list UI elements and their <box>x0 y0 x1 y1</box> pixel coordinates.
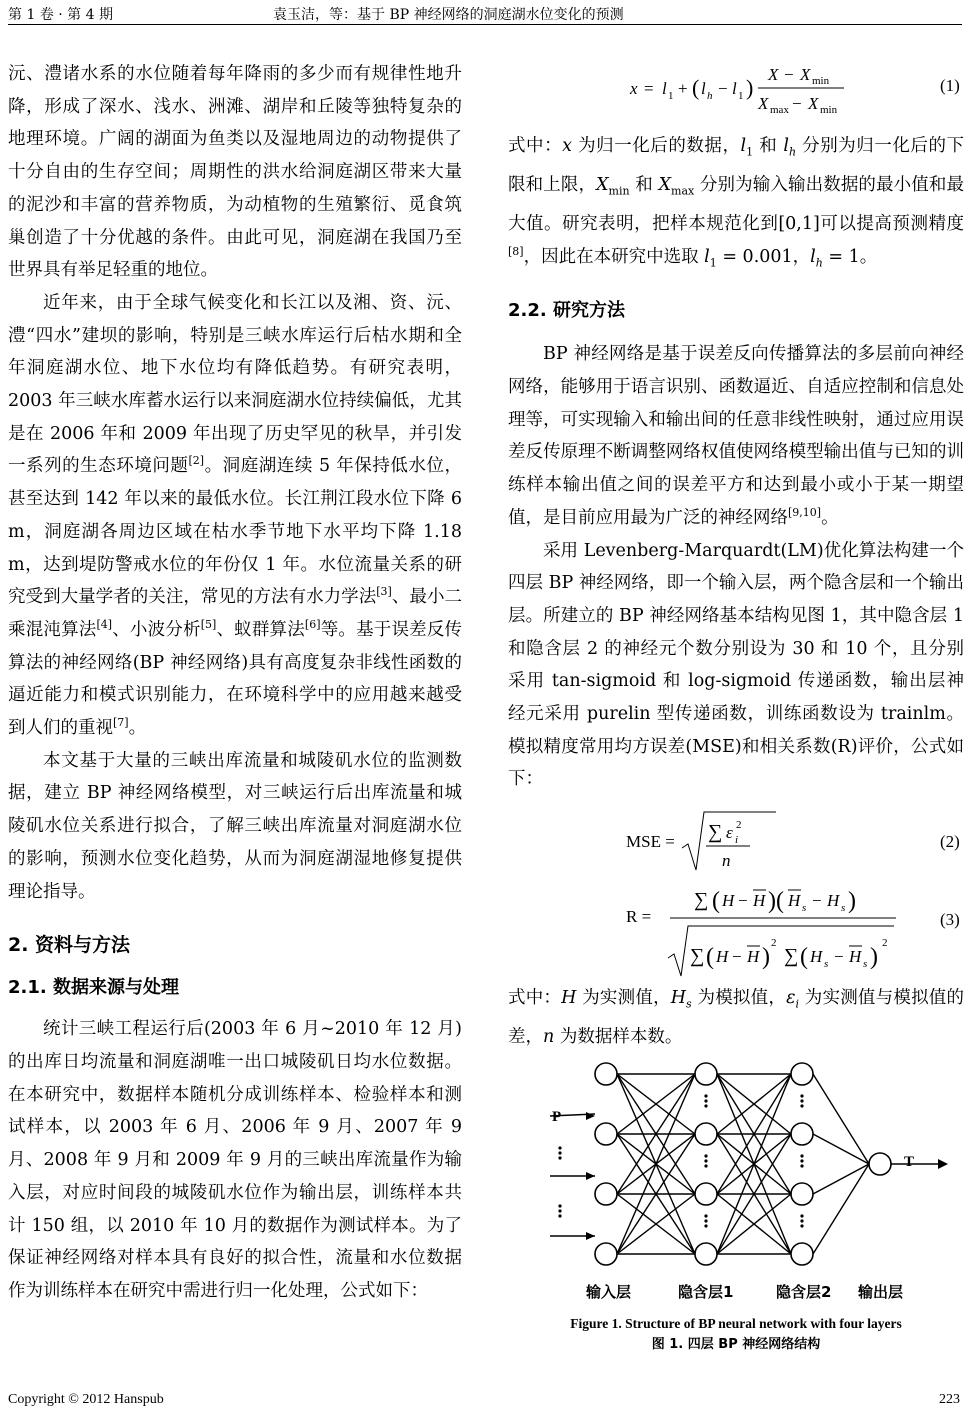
svg-text:max: max <box>770 104 789 116</box>
header-title: 袁玉洁，等：基于 BP 神经网络的洞庭湖水位变化的预测 <box>273 7 624 23</box>
arrow-head <box>938 1159 948 1169</box>
paragraph-1: 沅、澧诸水系的水位随着每年降雨的多少而有规律性地升降，形成了深水、浅水、洲滩、湖岸和丘陵等独特复杂的地理环境。广阔的湖面为鱼类以及湿地周边的动物提供了十分自由的生存空间；周期性的洪水给洞庭湖区带来大量的泥沙和丰富的营养物质，为动植物的生殖繁衍、觅食筑巢创造了十分优越的条件。由此可见，洞庭湖在我国乃至世界具有举足轻重的地位。 <box>8 64 462 281</box>
connection <box>813 1134 869 1164</box>
citation[interactable]: [9,10] <box>788 505 822 519</box>
svg-text:H: H <box>753 891 766 910</box>
paragraph-7: 采用 Levenberg-Marquardt(LM)优化算法构建一个四层 BP 神经网络，即一个输入层，两个隐含层和一个输出层。所建立的 BP 神经网络基本结构见图 1，其中隐含层 1 和隐含层 2 的神经元个数分别设为 30 和 10 个，且分别采用 tan-sigmoid 和 log-sigmoid 传递函数，输出层神经元采用 purelin 型传递函数，训练函数设为 trainlm。模拟精度常用均方误差(MSE)和相关系数(R)评价，公式如下： <box>508 540 964 790</box>
ellipsis-dot <box>704 1094 707 1097</box>
svg-text:=: = <box>644 79 654 98</box>
citation[interactable]: [8] <box>508 245 524 259</box>
ellipsis-dot <box>704 1224 707 1227</box>
equation-3-lhs: R = <box>626 907 652 926</box>
ellipsis-dot <box>704 1104 707 1107</box>
arrow-head <box>586 1172 595 1180</box>
svg-text:∑: ∑ <box>708 821 723 843</box>
paragraph-6: BP 神经网络是基于误差反向传播算法的多层前向神经网络，能够用于语言识别、函数逼近、自适应控制和信息处理等，可实现输入和输出间的任意非线性映射，通过应用误差反传原理不断调整网络权值使网络模型输出值与已知的训练样本输出值之间的误差平方和达到最小或小于某一期望值，是目前应用最为广泛的神经网络[9,10]。 <box>508 344 964 528</box>
arrow-head <box>586 1112 595 1120</box>
equation-3 <box>626 880 926 980</box>
svg-text:X: X <box>808 94 819 113</box>
ellipsis-dot <box>558 1151 561 1154</box>
svg-text:H: H <box>747 947 760 966</box>
svg-text:h: h <box>707 90 713 102</box>
equation-3-formula <box>626 880 926 980</box>
svg-text:−: − <box>834 947 844 966</box>
subsection-heading: 2.2. 研究方法 <box>508 300 625 322</box>
svg-text:): ) <box>762 944 770 970</box>
svg-text:s: s <box>841 902 846 914</box>
neuron-node <box>791 1243 813 1265</box>
neuron-node <box>791 1123 813 1145</box>
copyright: Copyright © 2012 Hanspub <box>8 1392 164 1407</box>
ellipsis-dot <box>558 1204 561 1207</box>
svg-text:l: l <box>662 79 667 98</box>
ellipsis-dot <box>704 1159 707 1162</box>
citation[interactable]: [5] <box>200 617 217 631</box>
ellipsis-dot <box>800 1094 803 1097</box>
ellipsis-dot <box>800 1214 803 1217</box>
ellipsis-dot <box>800 1159 803 1162</box>
svg-text:−: − <box>792 94 802 113</box>
neuron-node <box>869 1153 891 1175</box>
subsection-heading: 2.1. 数据来源与处理 <box>8 977 179 999</box>
svg-text:X: X <box>768 65 779 84</box>
right-column <box>508 130 964 796</box>
svg-text:l: l <box>732 79 737 98</box>
svg-text:∑: ∑ <box>694 889 709 911</box>
svg-text:1: 1 <box>738 90 744 102</box>
input-label-p: P <box>552 1109 562 1125</box>
svg-text:X: X <box>758 94 769 113</box>
equation-1 <box>628 60 888 120</box>
neuron-node <box>695 1063 717 1085</box>
neuron-node <box>695 1243 717 1265</box>
svg-text:(: ( <box>692 75 700 100</box>
svg-text:): ) <box>746 75 754 100</box>
ellipsis-dot <box>800 1154 803 1157</box>
svg-text:H: H <box>722 891 735 910</box>
layer-label-hidden1: 隐含层1 <box>678 1283 734 1301</box>
svg-text:∑: ∑ <box>784 945 799 967</box>
svg-text:(: ( <box>712 888 720 914</box>
svg-text:−: − <box>812 891 822 910</box>
svg-text:ε: ε <box>726 823 733 842</box>
ellipsis-dot <box>558 1146 561 1149</box>
svg-text:): ) <box>848 888 856 914</box>
running-header <box>8 2 962 25</box>
neuron-node <box>791 1183 813 1205</box>
neuron-node <box>595 1183 617 1205</box>
ellipsis-dot <box>800 1099 803 1102</box>
ellipsis-dot <box>800 1219 803 1222</box>
ellipsis-dot <box>704 1154 707 1157</box>
citation[interactable]: [3] <box>376 585 392 599</box>
svg-text:−: − <box>738 891 748 910</box>
output-label-t: T <box>904 1154 915 1170</box>
layer-label-hidden2: 隐含层2 <box>776 1283 832 1301</box>
ellipsis-dot <box>558 1156 561 1159</box>
svg-text:n: n <box>722 851 731 870</box>
svg-text:2: 2 <box>771 937 777 949</box>
page-number: 223 <box>939 1392 960 1407</box>
citation[interactable]: [2] <box>188 454 205 468</box>
ellipsis-dot <box>704 1099 707 1102</box>
svg-text:H: H <box>810 947 823 966</box>
svg-text:X: X <box>800 65 811 84</box>
svg-text:H: H <box>827 891 840 910</box>
citation[interactable]: [6] <box>304 617 321 631</box>
citation[interactable]: [7] <box>113 716 129 730</box>
ellipsis-dot <box>800 1104 803 1107</box>
svg-text:min: min <box>820 104 838 116</box>
equation-1-number: (1) <box>940 76 960 95</box>
svg-text:x: x <box>630 79 638 98</box>
neuron-node <box>695 1123 717 1145</box>
svg-text:2: 2 <box>882 937 888 949</box>
connection <box>813 1164 869 1194</box>
arrow-head <box>586 1232 595 1240</box>
journal-issue: 第 1 卷 · 第 4 期 <box>8 7 113 23</box>
svg-text:i: i <box>735 834 739 846</box>
svg-text:s: s <box>802 902 807 914</box>
ellipsis-dot <box>704 1219 707 1222</box>
svg-text:−: − <box>784 65 794 84</box>
neuron-node <box>595 1063 617 1085</box>
svg-text:2: 2 <box>736 819 742 831</box>
equation-2-formula <box>626 806 826 876</box>
neural-network-figure <box>520 1056 960 1306</box>
paragraph-8: 式中：H 为实测值，$H_s$ 为模拟值，$\varepsilon_i$ 为实测值与模拟值的差，n 为数据样本数。 <box>508 988 965 1048</box>
svg-text:H: H <box>849 947 862 966</box>
neuron-node <box>595 1123 617 1145</box>
ellipsis-dot <box>558 1209 561 1212</box>
neuron-node <box>791 1063 813 1085</box>
equation-2-number: (2) <box>940 832 960 851</box>
svg-text:−: − <box>732 947 742 966</box>
svg-text:l: l <box>701 79 706 98</box>
left-column <box>8 58 462 1308</box>
equation-3-number: (3) <box>940 910 960 929</box>
neuron-node <box>695 1183 717 1205</box>
equation-2-lhs: MSE = <box>626 832 675 851</box>
svg-text:s: s <box>824 958 829 970</box>
neuron-node <box>595 1243 617 1265</box>
citation[interactable]: [4] <box>96 617 113 631</box>
right-column-bottom <box>508 982 964 1054</box>
svg-text:min: min <box>812 75 830 87</box>
figure-caption-cn: 图 1. 四层 BP 神经网络结构 <box>651 1337 821 1352</box>
svg-text:H: H <box>716 947 729 966</box>
svg-text:s: s <box>863 958 868 970</box>
paragraph-4: 统计三峡工程运行后(2003 年 6 月~2010 年 12 月)的出库日均流量和洞庭湖唯一出口城陵矶日均水位数据。在本研究中，数据样本随机分成训练样本、检验样本和测试样本，以 2003 年 6 月、2006 年 9 月、2007 年 9 月、2008 年 9 月和 2009 年 9 月的三峡出库流量作为输入层，对应时间段的城陵矶水位作为输出层，训练样本共计 150 组，以 2010 年 10 月的数据作为测试样本。为了保证神经网络对样本具有良好的拟合性，流量和水位数据作为训练样本在研究中需进行归一化处理，公式如下： <box>8 1019 462 1301</box>
svg-text:H: H <box>788 891 801 910</box>
equation-1-formula <box>628 60 888 120</box>
layer-label-input: 输入层 <box>586 1283 632 1301</box>
ellipsis-dot <box>800 1224 803 1227</box>
ellipsis-dot <box>704 1164 707 1167</box>
svg-text:): ) <box>870 944 878 970</box>
svg-text:)(: )( <box>768 888 784 914</box>
svg-text:−: − <box>718 79 728 98</box>
svg-text:+: + <box>678 79 688 98</box>
svg-text:(: ( <box>706 944 714 970</box>
section-heading: 2. 资料与方法 <box>8 934 131 957</box>
connection <box>813 1164 869 1254</box>
figure-caption-en: Figure 1. Structure of BP neural network with four layers <box>570 1316 902 1331</box>
paragraph-3: 本文基于大量的三峡出库流量和城陵矶水位的监测数据，建立 BP 神经网络模型，对三峡运行后出库流量和城陵矶水位关系进行拟合，了解三峡出库流量对洞庭湖水位的影响，预测水位变化趋势，从而为洞庭湖湿地修复提供理论指导。 <box>8 750 462 902</box>
connection <box>813 1074 869 1164</box>
equation-2 <box>626 806 826 876</box>
svg-text:∑: ∑ <box>690 945 705 967</box>
paragraph-2: 近年来，由于全球气候变化和长江以及湘、资、沅、澧“四水”建坝的影响，特别是三峡水库运行后枯水期和全年洞庭湖水位、地下水位均有降低趋势。有研究表明，2003 年三峡水库蓄水运行以来洞庭湖水位持续偏低，尤其是在 2006 年和 2009 年出现了历史罕见的秋旱，并引发一系列的生态环境问题[2]。洞庭湖连续 5 年保持低水位，甚至达到 142 年以来的最低水位。长江荆江段水位下降 6 m，洞庭湖各周边区域在枯水季节地下水平均下降 1.18 m，达到堤防警戒水位的年份仅 1 年。水位流量关系的研究受到大量学者的关注，常见的方法有水力学法[3]、最小二乘混沌算法[4]、小波分析[5]、蚁群算法[6]等。基于误差反传算法的神经网络(BP 神经网络)具有高度复杂非线性函数的逼近能力和模式识别能力，在环境科学中的应用越来越受到人们的重视[7]。 <box>8 292 463 739</box>
paragraph-5: 式中：x 为归一化后的数据，$l_1$ 和 $l_h$ 分别为归一化后的下限和上限，$X_{min}$ 和 $X_{max}$ 分别为输入输出数据的最小值和最大值。研究表明，把样本规范化到[0,1]可以提高预测精度[8]，因此在本研究中选取 $l_1 = 0.001$，$l_h = 1$。 <box>508 136 965 270</box>
ellipsis-dot <box>558 1214 561 1217</box>
svg-text:1: 1 <box>668 90 674 102</box>
layer-label-output: 输出层 <box>858 1283 904 1301</box>
ellipsis-dot <box>800 1164 803 1167</box>
ellipsis-dot <box>704 1214 707 1217</box>
svg-text:(: ( <box>800 944 808 970</box>
